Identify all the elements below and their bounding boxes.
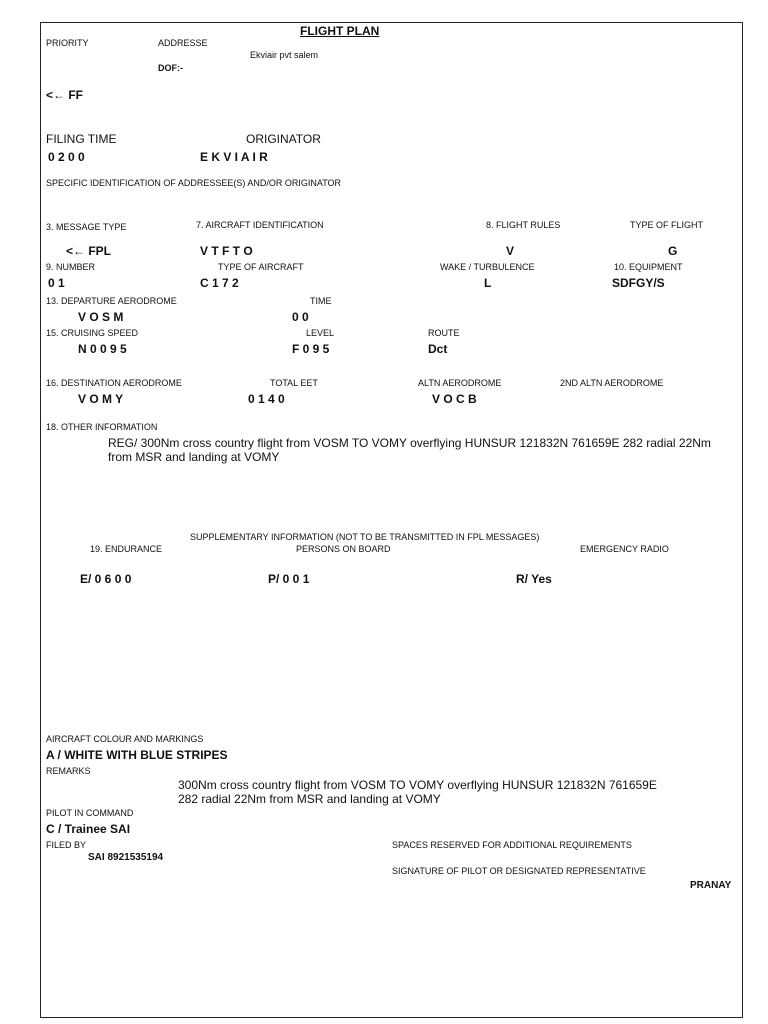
altn-label: ALTN AERODROME [418, 378, 502, 388]
persons-label: PERSONS ON BOARD [296, 544, 391, 554]
endurance-label: 19. ENDURANCE [90, 544, 163, 554]
addressee-value: Ekviair pvt salem [250, 50, 319, 60]
fpl-label: <← FPL [66, 244, 112, 258]
departure-value: V O S M [78, 310, 124, 324]
aircraft-colour-label: AIRCRAFT COLOUR AND MARKINGS [46, 734, 204, 744]
type-aircraft-label: TYPE OF AIRCRAFT [218, 262, 304, 272]
time-label: TIME [310, 296, 332, 306]
eet-value: 0 1 4 0 [248, 392, 285, 406]
priority-label: PRIORITY [46, 38, 89, 48]
equipment-label: 10. EQUIPMENT [614, 262, 683, 272]
number-value: 0 1 [48, 276, 65, 290]
dof-label: DOF:- [158, 63, 183, 73]
altn2-label: 2ND ALTN AERODROME [560, 378, 664, 388]
cruise-value: N 0 0 9 5 [78, 342, 127, 356]
filed-value: SAI 8921535194 [88, 852, 164, 863]
level-value: F 0 9 5 [292, 342, 330, 356]
flight-rules-label: 8. FLIGHT RULES [486, 220, 561, 230]
level-label: LEVEL [306, 328, 335, 338]
altn-value: V O C B [432, 392, 477, 406]
route-value: Dct [428, 342, 448, 356]
remarks-value: 300Nm cross country flight from VOSM TO VOMY overflying HUNSUR 121832N 761659E 282 radial 22Nm from MSR and landing at VOMY [178, 778, 657, 806]
originator-label: ORIGINATOR [246, 132, 321, 146]
type-flight-value: G [668, 244, 678, 258]
filing-time-value: 0 2 0 0 [48, 150, 85, 164]
remarks-label: REMARKS [46, 766, 91, 776]
other-value: REG/ 300Nm cross country flight from VOSM TO VOMY overflying HUNSUR 121832N 761659E 282 radial 22Nm from MSR and landing at VOMY [108, 436, 711, 464]
ff-label: <← FF [46, 88, 84, 102]
form-title: FLIGHT PLAN [300, 24, 380, 38]
flight-rules-value: V [506, 244, 515, 258]
type-flight-label: TYPE OF FLIGHT [630, 220, 704, 230]
originator-value: E K V I A I R [200, 150, 268, 164]
spaces-label: SPACES RESERVED FOR ADDITIONAL REQUIREMENTS [392, 840, 632, 850]
cruise-label: 15. CRUISING SPEED [46, 328, 139, 338]
signature-label: SIGNATURE OF PILOT OR DESIGNATED REPRESENTATIVE [392, 866, 646, 876]
other-label: 18. OTHER INFORMATION [46, 422, 158, 432]
persons-value: P/ 0 0 1 [268, 572, 310, 586]
supp-label: SUPPLEMENTARY INFORMATION (NOT TO BE TRANSMITTED IN FPL MESSAGES) [190, 532, 540, 542]
time-value: 0 0 [292, 310, 309, 324]
filing-time-label: FILING TIME [46, 132, 117, 146]
radio-label: EMERGENCY RADIO [580, 544, 669, 554]
pic-value: C / Trainee SAI [46, 822, 131, 836]
addressee-label: ADDRESSE [158, 38, 208, 48]
colour-value: A / WHITE WITH BLUE STRIPES [46, 748, 228, 762]
wake-label: WAKE / TURBULENCE [440, 262, 535, 272]
specific-label: SPECIFIC IDENTIFICATION OF ADDRESSEE(S) AND/OR ORIGINATOR [46, 178, 342, 188]
number-label: 9. NUMBER [46, 262, 96, 272]
eet-label: TOTAL EET [270, 378, 318, 388]
destination-label: 16. DESTINATION AERODROME [46, 378, 182, 388]
type-aircraft-value: C 1 7 2 [200, 276, 239, 290]
radio-value: R/ Yes [516, 572, 552, 586]
wake-value: L [484, 276, 492, 290]
aircraft-id-label: 7. AIRCRAFT IDENTIFICATION [196, 220, 324, 230]
departure-label: 13. DEPARTURE AERODROME [46, 296, 177, 306]
filed-label: FILED BY [46, 840, 87, 850]
message-type-label: 3. MESSAGE TYPE [46, 222, 127, 232]
destination-value: V O M Y [78, 392, 124, 406]
endurance-value: E/ 0 6 0 0 [80, 572, 132, 586]
equipment-value: SDFGY/S [612, 276, 665, 290]
route-label: ROUTE [428, 328, 460, 338]
pic-label: PILOT IN COMMAND [46, 808, 134, 818]
pranay-label: PRANAY [690, 880, 732, 891]
aircraft-id-value: V T F T O [200, 244, 253, 258]
